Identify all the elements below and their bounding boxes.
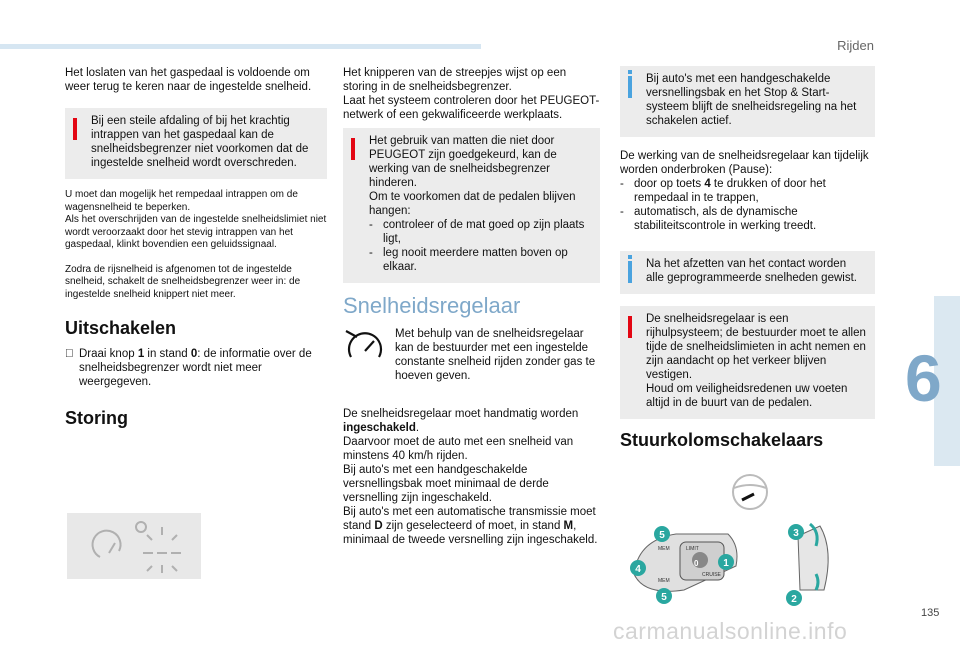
steering-column-controls-diagram (624, 470, 874, 610)
heading-stuurkolomschakelaars: Stuurkolomschakelaars (620, 430, 824, 450)
column-2 (343, 66, 600, 547)
paragraph: De snelheidsregelaar moet handmatig worden ingeschakeld. (343, 408, 579, 434)
warning-icon (351, 138, 355, 160)
paragraph: Zodra de rijsnelheid is afgenomen tot de ingestelde snelheid, schakelt de snelheidsbegrenzer weer in: de ingestelde snelheid knippert niet meer. (65, 263, 301, 300)
list-item: - leg nooit meerdere matten boven op elkaar. (369, 247, 568, 273)
svg-text:MEM: MEM (658, 578, 670, 584)
cruise-control-icon (343, 327, 395, 383)
list-item (65, 347, 327, 389)
heading-uitschakelen: Uitschakelen (65, 318, 177, 338)
steering-wheel-icon (733, 475, 767, 509)
svg-text:5: 5 (659, 530, 665, 541)
svg-text:1: 1 (723, 558, 729, 569)
warning-text: Om te voorkomen dat de pedalen blijven hangen: (369, 191, 576, 217)
paragraph: Met behulp van de snelheidsregelaar kan de bestuurder met een ingestelde constante snelheid rijden zonder gas te hoeven geven. (395, 328, 596, 382)
info-icon (628, 70, 632, 74)
svg-text:LIMIT: LIMIT (686, 546, 699, 552)
paragraph: Bij auto's met een handgeschakelde versnellingsbak moet minimaal de derde versnelling zijn ingeschakeld. (343, 464, 549, 504)
heading-storing: Storing (65, 408, 128, 428)
heading-snelheidsregelaar: Snelheidsregelaar (343, 293, 521, 318)
paragraph: Het loslaten van het gaspedaal is voldoende om weer terug te keren naar de ingestelde snelheid. (65, 67, 312, 93)
list-item: - door op toets 4 te drukken of door het rempedaal in te trappen, (620, 178, 826, 204)
warning-icon (73, 118, 77, 140)
warning-text: De snelheidsregelaar is een rijhulpsysteem; de bestuurder moet te allen tijde de snelheidslimieten in acht nemen en zijn aandacht op het verkeer blijven vestigen. (646, 313, 866, 381)
info-icon-bar (628, 261, 632, 283)
list-item: - automatisch, als de dynamische stabiliteitscontrole in werking treedt. (620, 206, 817, 232)
info-box (620, 251, 875, 294)
paragraph: Laat het systeem controleren door het PEUGEOT-netwerk of een gekwalificeerde werkplaats. (343, 95, 600, 121)
speedometer-dashes-icon (67, 513, 201, 579)
info-text: Bij auto's met een handgeschakelde versnellingsbak en het Stop & Start-systeem blijft de snelheidsregeling na het schakelen actief. (646, 73, 857, 127)
info-icon (628, 255, 632, 259)
warning-text: Houd om veiligheidsredenen uw voeten altijd in de buurt van de pedalen. (646, 383, 848, 409)
info-box (620, 66, 875, 137)
paragraph: Het knipperen van de streepjes wijst op een storing in de snelheidsbegrenzer. (343, 67, 567, 93)
chapter-number: 6 (905, 341, 942, 415)
list-item-text: Draai knop 1 in stand 0: de informatie over de snelheidsbegrenzer wordt niet meer weergegeven. (79, 348, 312, 388)
watermark: carmanualsonline.info (613, 618, 848, 644)
paragraph: De werking van de snelheidsregelaar kan tijdelijk worden onderbroken (Pause): (620, 150, 869, 176)
column-1 (65, 66, 327, 428)
svg-text:2: 2 (791, 594, 797, 605)
svg-text:0: 0 (694, 559, 699, 568)
warning-text: Bij een steile afdaling of bij het krachtig intrappen van het gaspedaal kan de snelheidsbegrenzer niet voorkomen dat de ingestelde snelheid wordt overschreden. (91, 115, 309, 169)
svg-text:MEM: MEM (658, 546, 670, 552)
paragraph: Als het overschrijden van de ingestelde snelheidslimiet niet wordt veroorzaakt door het stevig intrappen van het gaspedaal, klinkt bovendien een geluidssignaal. (65, 214, 327, 250)
chapter-title: Rijden (837, 38, 874, 53)
warning-box (343, 128, 600, 283)
warning-icon (628, 316, 632, 338)
bullet-icon (65, 347, 79, 389)
page-number: 135 (921, 607, 940, 619)
speed-limiter-fault-image (67, 513, 201, 579)
paragraph: Bij auto's met een automatische transmissie moet stand D zijn geselecteerd of moet, in stand M, minimaal de tweede versnelling zijn ingeschakeld. (343, 506, 598, 546)
intro-block (343, 327, 600, 383)
info-text: Na het afzetten van het contact worden alle geprogrammeerde snelheden gewist. (646, 258, 857, 284)
column-3 (620, 66, 875, 450)
paragraph: U moet dan mogelijk het rempedaal intrappen om de wagensnelheid te beperken. (65, 189, 298, 213)
list-item: - controleer of de mat goed op zijn plaats ligt, (369, 219, 585, 245)
paragraph: Daarvoor moet de auto met een snelheid van minstens 40 km/h rijden. (343, 436, 574, 462)
svg-text:3: 3 (793, 528, 799, 539)
header-bar (0, 44, 481, 49)
svg-text:4: 4 (635, 564, 641, 575)
info-icon-bar (628, 76, 632, 98)
svg-text:CRUISE: CRUISE (702, 572, 721, 578)
warning-box (620, 306, 875, 419)
warning-text: Het gebruik van matten die niet door PEUGEOT zijn goedgekeurd, kan de werking van de snelheidsbegrenzer hinderen. (369, 135, 557, 189)
svg-text:5: 5 (661, 592, 667, 603)
warning-box (65, 108, 327, 179)
